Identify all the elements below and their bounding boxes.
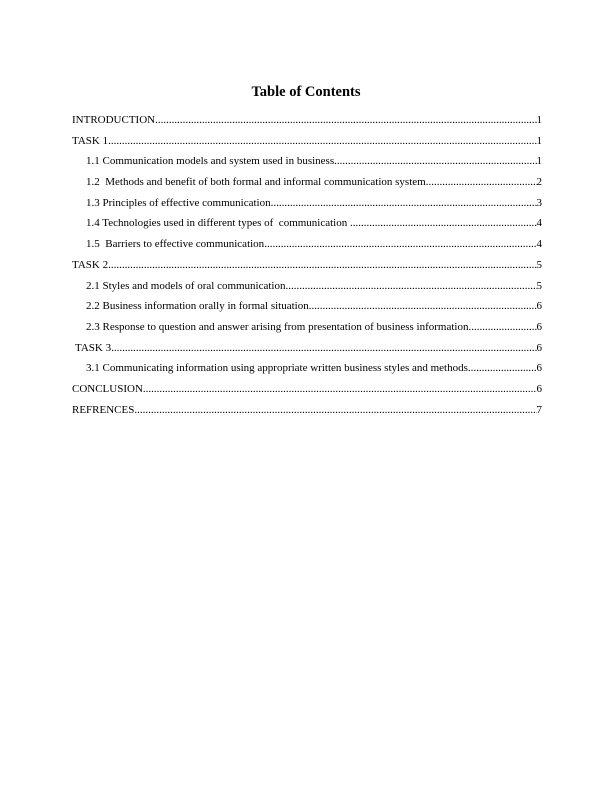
toc-entry-label: CONCLUSION xyxy=(72,382,143,395)
dot-leader xyxy=(426,174,537,190)
toc-page-number: 6 xyxy=(536,300,542,313)
toc-page-number: 6 xyxy=(536,382,542,395)
dot-leader xyxy=(111,340,536,356)
toc-entry-conclusion[interactable] xyxy=(72,381,542,402)
toc-entry-label: REFRENCES xyxy=(72,403,135,416)
toc-entry-1-4[interactable] xyxy=(72,215,542,236)
toc-entry-label: 2.3 Response to question and answer arising from presentation of business information xyxy=(86,320,469,333)
toc-page-number: 4 xyxy=(536,217,542,230)
dot-leader xyxy=(108,257,536,273)
toc-entry-task-3[interactable] xyxy=(72,340,542,361)
dot-leader xyxy=(134,402,536,418)
toc-entry-label: 3.1 Communicating information using appropriate written business styles and methods xyxy=(86,362,468,375)
dot-leader xyxy=(469,319,537,335)
dot-leader xyxy=(334,153,536,169)
toc-entry-label: 1.1 Communication models and system used in business xyxy=(86,155,335,168)
dot-leader xyxy=(271,195,537,211)
dot-leader xyxy=(468,360,537,376)
toc-page-number: 1 xyxy=(536,114,542,126)
toc-entry-label: 1.5 Barriers to effective communication xyxy=(86,238,265,251)
toc-title: Table of Contents xyxy=(251,84,361,100)
dot-leader xyxy=(264,236,536,252)
dot-leader xyxy=(155,112,536,128)
toc-entry-label: TASK 1 xyxy=(72,134,109,147)
toc-page-number: 5 xyxy=(536,258,542,271)
toc-page-number: 2 xyxy=(536,176,542,189)
toc-entry-label: 1.2 Methods and benefit of both formal and informal communication system xyxy=(86,176,426,189)
table-of-contents xyxy=(72,112,542,422)
toc-entry-1-3[interactable] xyxy=(72,195,542,216)
toc-entry-label: 2.1 Styles and models of oral communication xyxy=(86,279,286,292)
dot-leader xyxy=(108,133,536,149)
toc-page-number: 6 xyxy=(536,341,542,354)
dot-leader xyxy=(143,381,537,397)
toc-entry-2-1[interactable] xyxy=(72,278,542,299)
toc-entry-task-2[interactable] xyxy=(72,257,542,278)
toc-entry-1-5[interactable] xyxy=(72,236,542,257)
toc-entry-label: 1.3 Principles of effective communication xyxy=(86,196,271,209)
toc-page-number: 3 xyxy=(536,196,542,209)
toc-entry-label: TASK 3 xyxy=(75,341,112,354)
toc-entry-1-2[interactable] xyxy=(72,174,542,195)
toc-page-number: 4 xyxy=(536,238,542,251)
toc-entry-2-2[interactable] xyxy=(72,298,542,319)
toc-entry-label: INTRODUCTION xyxy=(72,114,156,126)
toc-entry-introduction[interactable] xyxy=(72,112,542,133)
dot-leader xyxy=(350,215,537,231)
toc-entry-3-1[interactable] xyxy=(72,360,542,381)
dot-leader xyxy=(309,298,537,314)
toc-page-number: 7 xyxy=(536,403,542,416)
toc-entry-label: TASK 2 xyxy=(72,258,109,271)
toc-entry-label: 1.4 Technologies used in different types of communication xyxy=(86,217,350,230)
toc-page-number: 1 xyxy=(536,134,542,147)
dot-leader xyxy=(286,278,537,294)
toc-entry-1-1[interactable] xyxy=(72,153,542,174)
toc-page-number: 6 xyxy=(536,362,542,375)
toc-entry-2-3[interactable] xyxy=(72,319,542,340)
toc-entry-references[interactable] xyxy=(72,402,542,423)
toc-entry-label: 2.2 Business information orally in formal situation xyxy=(86,300,309,313)
toc-page-number: 6 xyxy=(536,320,542,333)
toc-entry-task-1[interactable] xyxy=(72,133,542,154)
toc-page-number: 5 xyxy=(536,279,542,292)
toc-page-number: 1 xyxy=(536,155,542,168)
